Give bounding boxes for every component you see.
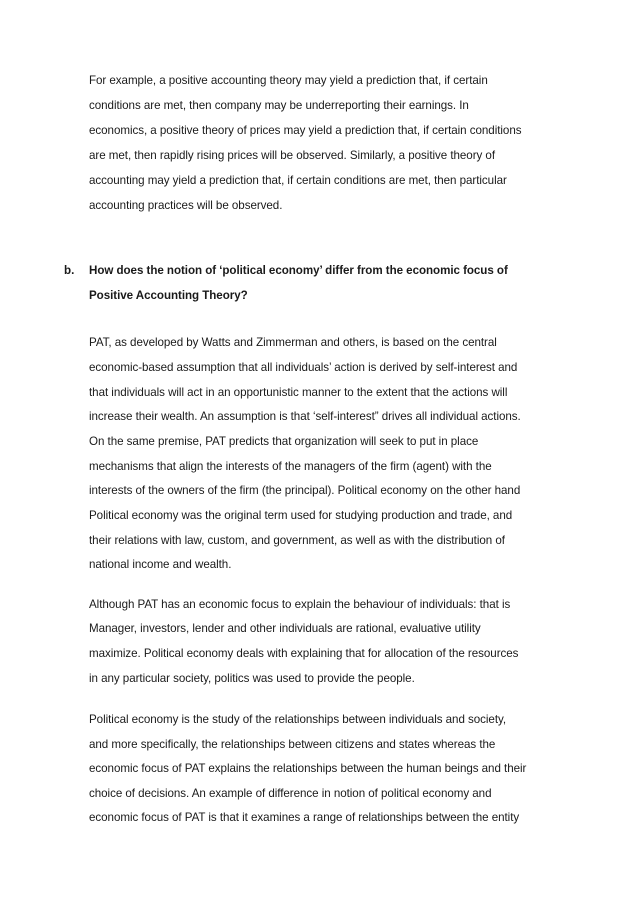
paragraph-line: that individuals will act in an opportunistic manner to the extent that the actions will (89, 386, 508, 399)
paragraph-line: Although PAT has an economic focus to explain the behaviour of individuals: that is (89, 598, 511, 611)
paragraph-line: conditions are met, then company may be underreporting their earnings. In (89, 99, 469, 112)
question-label: b. (64, 264, 75, 277)
paragraph-line: For example, a positive accounting theory may yield a prediction that, if certain (89, 74, 488, 87)
paragraph-line: economics, a positive theory of prices may yield a prediction that, if certain conditions (89, 124, 522, 137)
paragraph-line: mechanisms that align the interests of the managers of the firm (agent) with the (89, 460, 492, 473)
paragraph-line: On the same premise, PAT predicts that organization will seek to put in place (89, 435, 479, 448)
paragraph-line: their relations with law, custom, and government, as well as with the distribution of (89, 534, 505, 547)
paragraph-line: economic focus of PAT explains the relationships between the human beings and their (89, 762, 527, 775)
paragraph-line: national income and wealth. (89, 558, 232, 571)
question-line: How does the notion of ‘political economy’ differ from the economic focus of (89, 264, 508, 277)
paragraph-line: PAT, as developed by Watts and Zimmerman and others, is based on the central (89, 336, 497, 349)
paragraph-line: Manager, investors, lender and other individuals are rational, evaluative utility (89, 622, 481, 635)
paragraph-line: and more specifically, the relationships between citizens and states whereas the (89, 738, 496, 751)
paragraph-line: economic-based assumption that all individuals’ action is derived by self-interest and (89, 361, 518, 374)
paragraph-line: interests of the owners of the firm (the principal). Political economy on the other hand (89, 484, 521, 497)
paragraph-line: economic focus of PAT is that it examines a range of relationships between the entity (89, 811, 520, 824)
paragraph-line: maximize. Political economy deals with explaining that for allocation of the resources (89, 647, 519, 660)
paragraph-line: accounting practices will be observed. (89, 199, 283, 212)
question-line: Positive Accounting Theory? (89, 289, 248, 302)
paragraph-line: Political economy was the original term used for studying production and trade, and (89, 509, 513, 522)
paragraph-line: accounting may yield a prediction that, if certain conditions are met, then particular (89, 174, 507, 187)
paragraph-line: in any particular society, politics was used to provide the people. (89, 672, 415, 685)
paragraph-line: increase their wealth. An assumption is that ‘self-interest” drives all individual actions. (89, 410, 521, 423)
paragraph-line: Political economy is the study of the relationships between individuals and society, (89, 713, 507, 726)
paragraph-line: choice of decisions. An example of difference in notion of political economy and (89, 787, 492, 800)
paragraph-line: are met, then rapidly rising prices will be observed. Similarly, a positive theory of (89, 149, 495, 162)
